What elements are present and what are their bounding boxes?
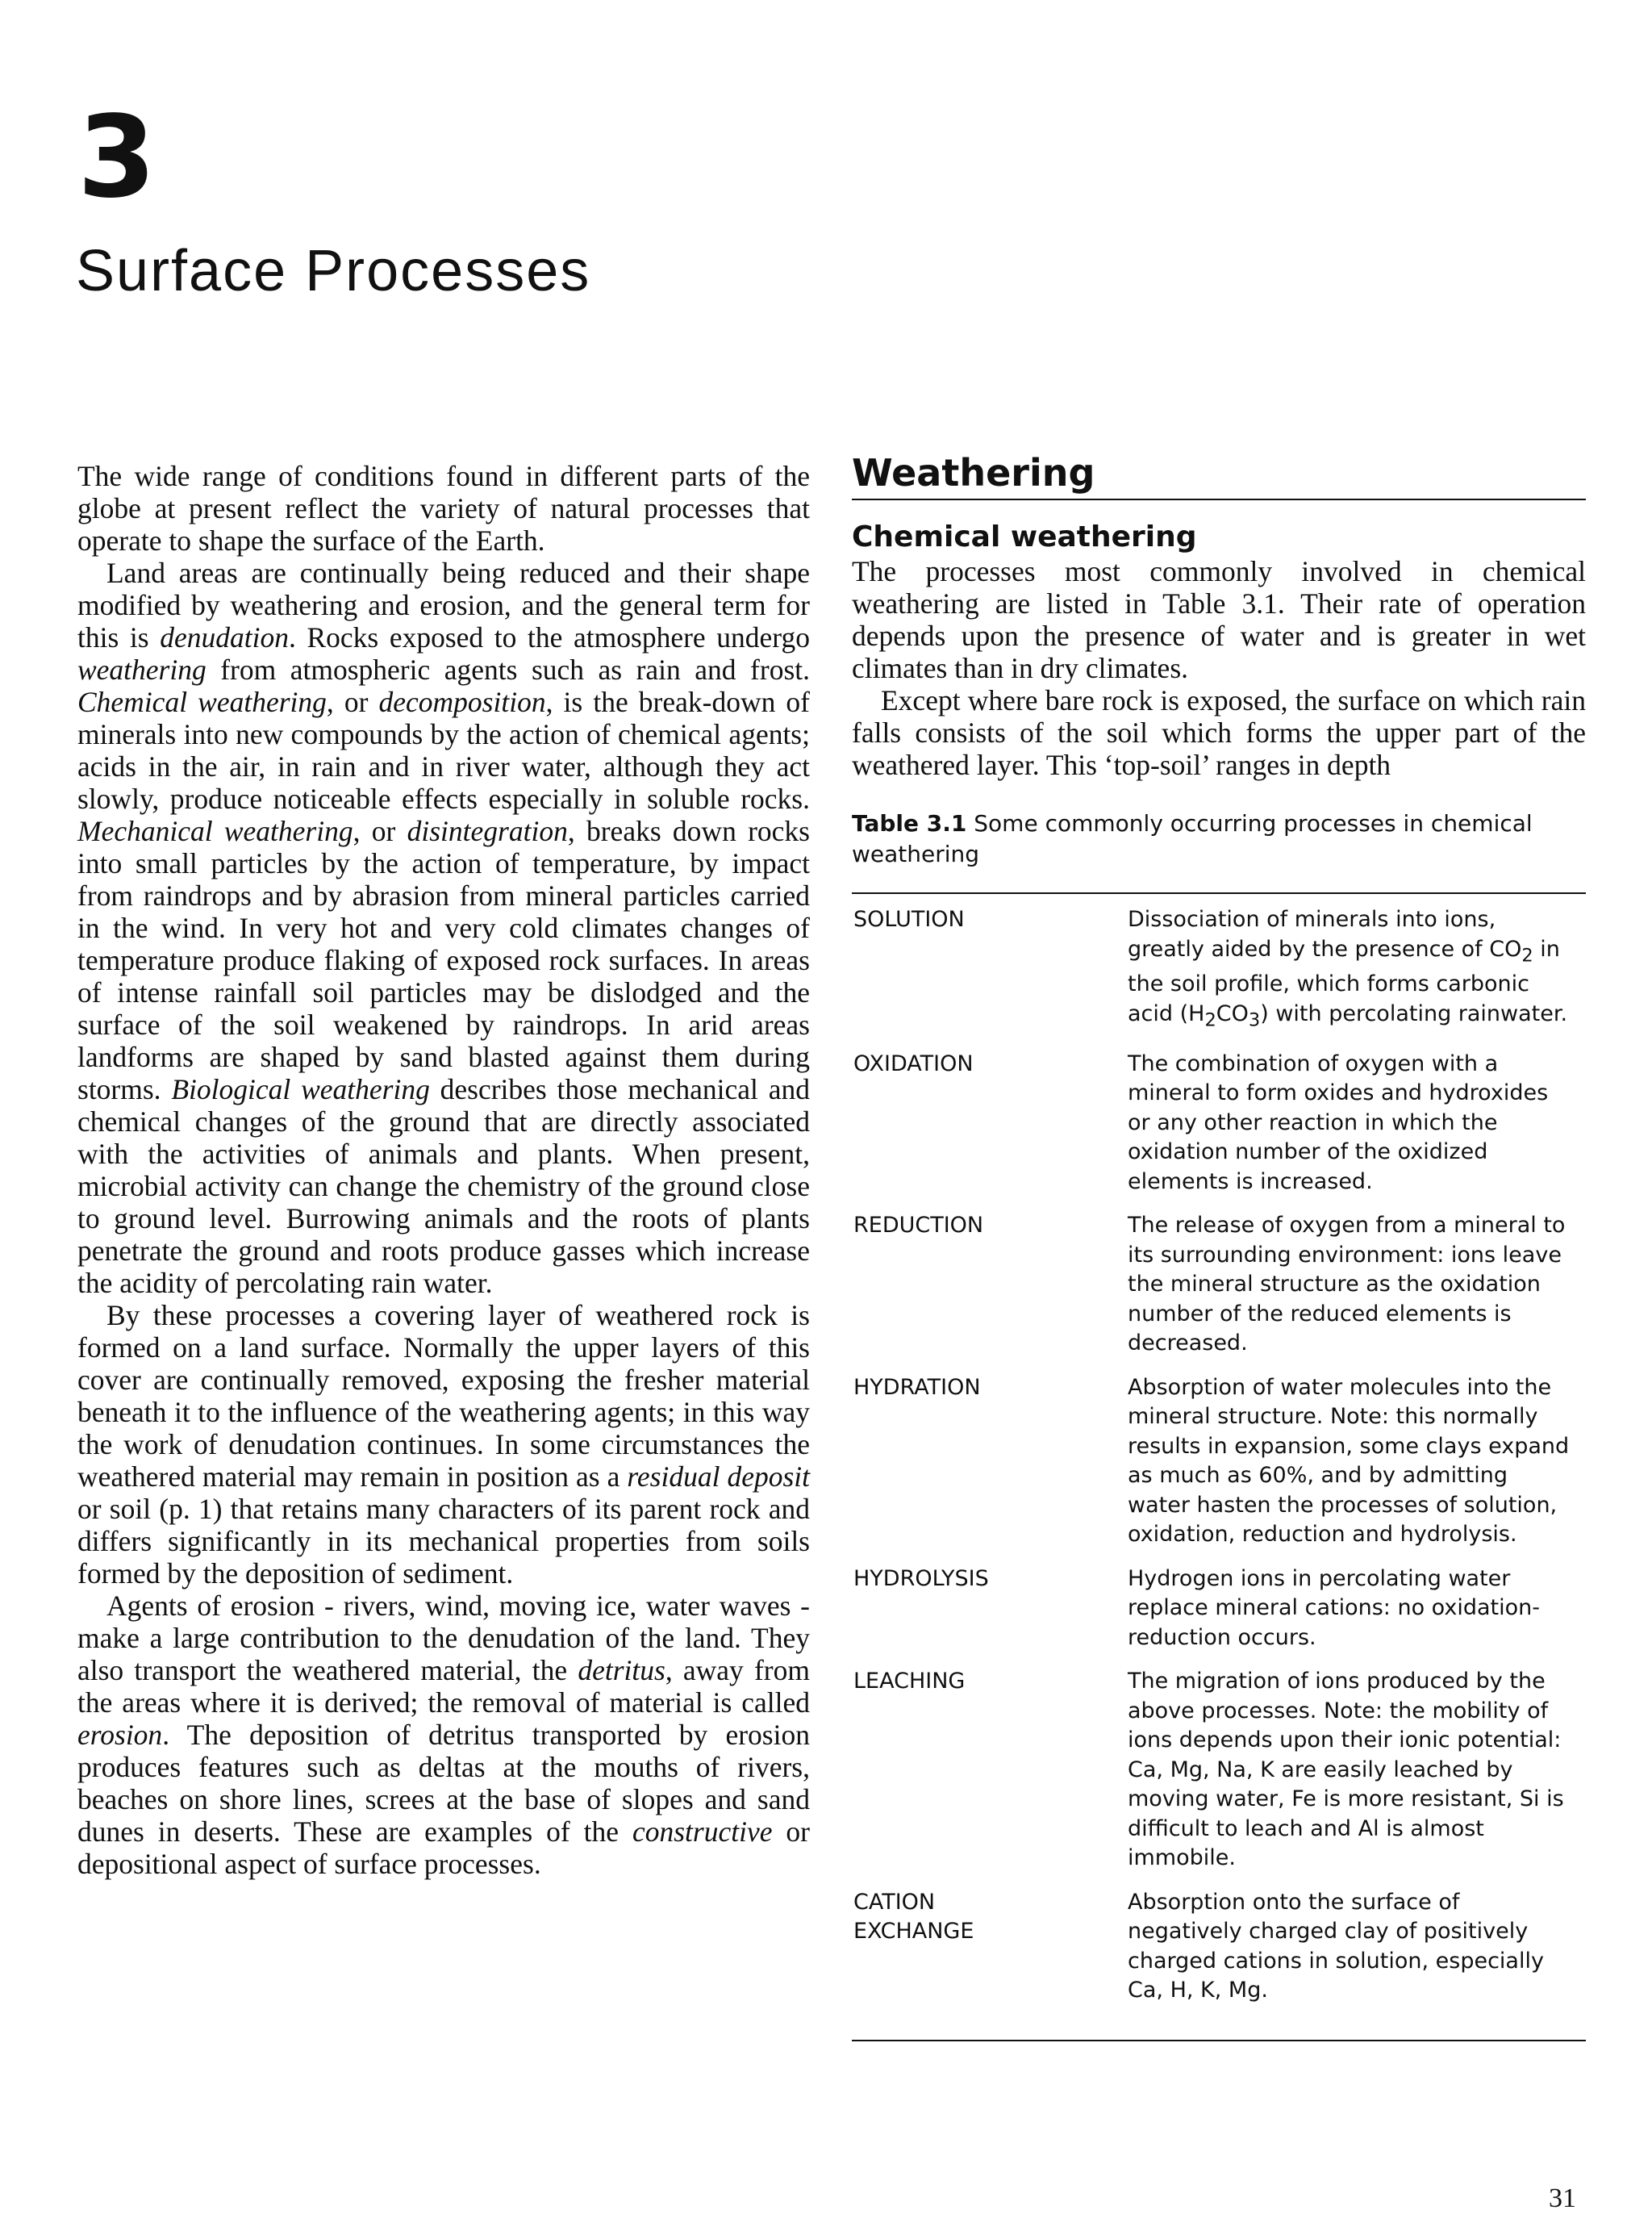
term-chemical-weathering: Chemical weathering [77,686,327,718]
table-top-rule [852,892,1586,894]
chapter-number: 3 [77,92,156,224]
term-constructive: constructive [632,1815,773,1848]
process-description: Absorption onto the surface of negatively charged clay of positively charged cations in solution, especially Ca, H, K, Mg. [1128,1889,1544,2003]
table-row [852,1667,1586,1888]
intro-paragraph-4 [77,1590,810,1880]
term-detritus: detritus [578,1654,665,1686]
term-residual-deposit: residual deposit [627,1460,811,1493]
subscript: 3 [1248,1009,1261,1031]
process-term [852,1888,1128,2020]
intro-paragraph-3 [77,1299,810,1590]
text-span: CATION [853,1889,936,1915]
section-heading-weathering: Weathering [852,450,1586,500]
table-label: Table 3.1 [852,810,967,837]
term-erosion: erosion [77,1719,163,1751]
term-biological-weathering: Biological weathering [171,1073,430,1105]
process-term: SOLUTION [853,907,965,932]
process-description: The release of oxygen from a mineral to its surrounding environment: ions leave the mineral structure as the oxidation number of the reduced elements is decreased. [1128,1213,1566,1356]
term-weathering: weathering [77,654,206,686]
weathering-column [852,450,1586,2041]
text-span: CO [1216,1001,1249,1026]
text-span: in the soil profile, which forms carbonic acid (H [1128,936,1560,1026]
subscript: 2 [1521,944,1533,966]
text-span: By these processes a covering layer of weathered rock is formed on a land surface. Normally the upper layers of this cover are continually removed, exposing the fresher material beneath it to the influence of the weathering agents; in this way the work of denudation continues. In some circumstances the weathered material may remain in position as a [77,1299,810,1493]
process-term: OXIDATION [853,1051,974,1076]
process-description: The combination of oxygen with a mineral to form oxides and hydroxides or any other reaction in which the oxidation number of the oxidized elements is increased. [1128,1051,1549,1194]
text-span: , is the break-down of minerals into new compounds by the action of chemical agents; acids in the air, in rain and in river water, although they act slowly, produce noticeable effects especially in soluble rocks. [77,686,810,815]
text-span: . Rocks exposed to the atmosphere undergo [288,621,810,654]
table-caption [852,808,1586,870]
text-span: Land areas are continually being reduced and their shape modified by weathering and erosion, and the general term for this is [77,557,810,654]
table-row [852,1211,1586,1373]
chapter-title: Surface Processes [76,239,591,303]
weathering-processes-table [852,905,1586,2020]
text-span: , or [353,815,407,847]
text-span: describes those mechanical and chemical changes of the ground that are directly associated with the activities of animals and plants. When present, microbial activity can change the chemistry of the ground close to ground level. Burrowing animals and the roots of plants penetrate the ground and roots produce gasses which increase the acidity of percolating rain water. [77,1073,810,1299]
text-span: Agents of erosion - rivers, wind, moving ice, water waves - make a large contribution to the denudation of the land. They also transport the weathered material, the [77,1590,810,1686]
term-decomposition: decomposition [378,686,546,718]
text-span: or depositional aspect of surface processes. [77,1815,810,1880]
weathering-paragraph-2: Except where bare rock is exposed, the surface on which rain falls consists of the soil which forms the upper part of the weathered layer. This ‘top-soil’ ranges in depth [852,684,1586,781]
text-span: EXCHANGE [853,1919,974,1945]
text-span: , away from the areas where it is derived; the removal of material is called [77,1654,810,1719]
text-span: , breaks down rocks into small particles by the action of temperature, by impact from raindrops and by abrasion from mineral particles carried in the wind. In very hot and very cold climates changes of temperature produce flaking of exposed rock surfaces. In areas of intense rainfall soil particles may be dislodged and the surface of the soil weakened by raindrops. In arid areas landforms are shaped by sand blasted against them during storms. [77,815,810,1105]
term-disintegration: disintegration [407,815,568,847]
process-term: REDUCTION [853,1213,984,1239]
text-span: from atmospheric agents such as rain and frost. [206,654,810,686]
table-row [852,1564,1586,1668]
table-row [852,1373,1586,1564]
page-number: 31 [1549,2183,1576,2213]
intro-paragraph-2 [77,557,810,1299]
text-span: . The deposition of detritus transported by erosion produces features such as deltas at the mouths of rivers, beaches on shore lines, screes at the base of slopes and sand dunes in deserts. These are examples of the [77,1719,810,1848]
intro-paragraph-1: The wide range of conditions found in different parts of the globe at present reflect the variety of natural processes that operate to shape the surface of the Earth. [77,460,810,557]
term-mechanical-weathering: Mechanical weathering [77,815,353,847]
subscript: 2 [1204,1009,1216,1031]
process-term: HYDRATION [853,1374,981,1400]
table-row [852,1050,1586,1212]
table-bottom-rule [852,2040,1586,2041]
text-span: or soil (p. 1) that retains many characters of its parent rock and differs significantly in its mechanical properties from soils formed by the deposition of sediment. [77,1493,810,1590]
table-row [852,1888,1586,2020]
text-span: , or [326,686,379,718]
intro-column [77,460,810,1880]
process-description: Hydrogen ions in percolating water replace mineral cations: no oxidation-reduction occurs. [1128,1565,1540,1650]
process-term: HYDROLYSIS [853,1565,989,1591]
weathering-paragraph-1: The processes most commonly involved in chemical weathering are listed in Table 3.1. Their rate of operation depends upon the presence of water and is greater in wet climates than in dry climates. [852,555,1586,684]
table-caption-text: Some commonly occurring processes in chemical weathering [852,810,1533,867]
process-description [1128,905,1586,1050]
process-description: Absorption of water molecules into the mineral structure. Note: this normally results in expansion, some clays expand as much as 60%, and by admitting water hasten the processes of solution, oxidation, reduction and hydrolysis. [1128,1374,1570,1548]
term-denudation: denudation [160,621,289,654]
subheading-chemical-weathering: Chemical weathering [852,520,1197,554]
text-span: ) with percolating rainwater. [1260,1001,1568,1026]
process-description: The migration of ions produced by the above processes. Note: the mobility of ions depends upon their ionic potential: Ca, Mg, Na, K are easily leached by moving water, Fe is more resistant, Si is difficult to leach and Al is almost immobile. [1128,1669,1564,1871]
text-span: Dissociation of minerals into ions, greatly aided by the presence of CO [1128,907,1522,962]
table-row [852,905,1586,1050]
process-term: LEACHING [853,1669,966,1694]
